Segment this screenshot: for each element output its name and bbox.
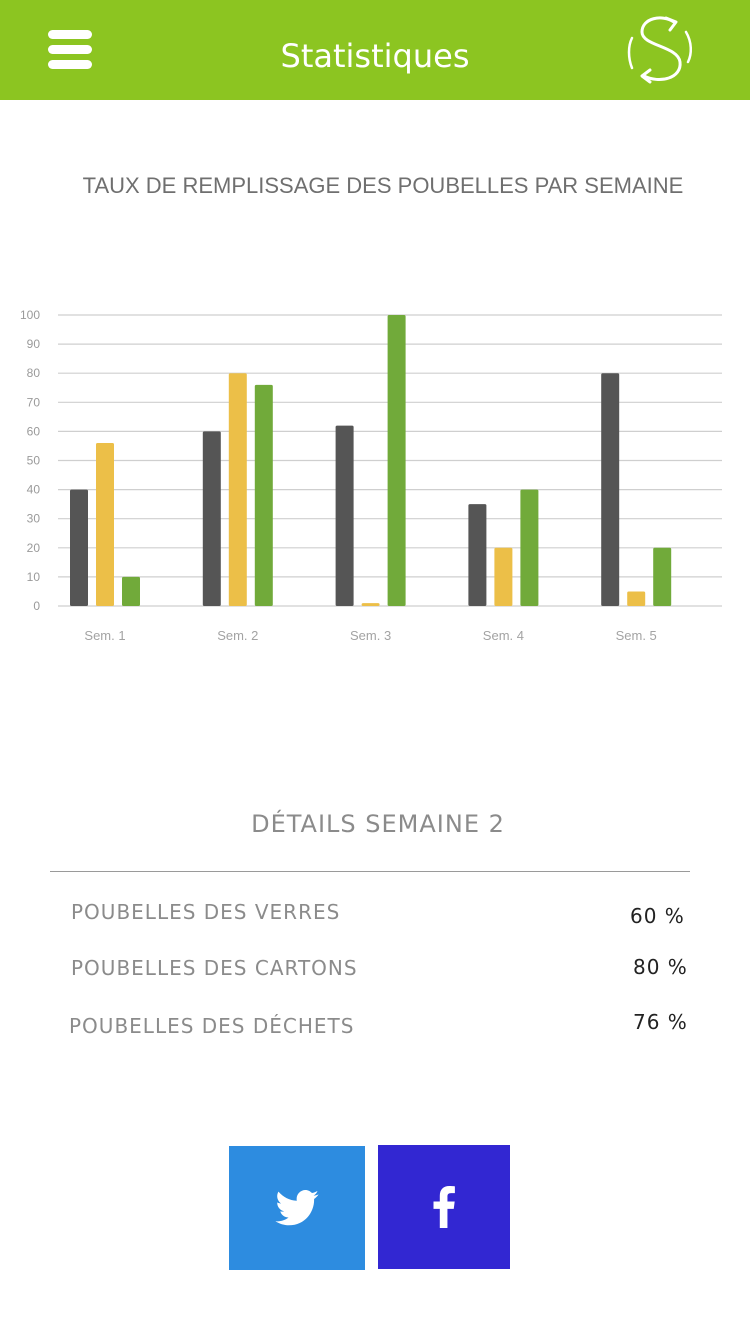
y-tick-label: 50 bbox=[26, 453, 40, 468]
chart-title: TAUX DE REMPLISSAGE DES POUBELLES PAR SEMAINE bbox=[82, 173, 684, 198]
divider bbox=[50, 871, 690, 872]
facebook-icon bbox=[431, 1186, 457, 1228]
bar-sem-1-series-1[interactable] bbox=[70, 490, 88, 606]
y-tick-label: 80 bbox=[26, 366, 40, 381]
x-tick-label: Sem. 3 bbox=[350, 628, 392, 643]
page-title: Statistiques bbox=[280, 37, 470, 75]
bar-sem-5-series-2[interactable] bbox=[627, 591, 645, 606]
facebook-share-button[interactable] bbox=[378, 1145, 510, 1269]
detail-value-dechets: 76 % bbox=[633, 1010, 688, 1034]
y-tick-label: 60 bbox=[26, 424, 40, 439]
detail-label-dechets: POUBELLES DES DÉCHETS bbox=[69, 1014, 355, 1038]
bar-sem-4-series-1[interactable] bbox=[468, 504, 486, 606]
bar-sem-3-series-2[interactable] bbox=[362, 603, 380, 606]
detail-label-cartons: POUBELLES DES CARTONS bbox=[71, 956, 358, 980]
bar-sem-5-series-1[interactable] bbox=[601, 373, 619, 606]
y-tick-label: 30 bbox=[26, 511, 40, 526]
y-tick-label: 0 bbox=[33, 599, 40, 613]
y-tick-label: 10 bbox=[26, 569, 40, 584]
details-title: DÉTAILS SEMAINE 2 bbox=[251, 810, 505, 838]
twitter-icon bbox=[275, 1190, 319, 1226]
y-tick-label: 100 bbox=[19, 308, 40, 322]
bar-sem-3-series-3[interactable] bbox=[388, 315, 406, 606]
bar-sem-1-series-3[interactable] bbox=[122, 577, 140, 606]
bar-chart bbox=[0, 290, 750, 660]
x-tick-label: Sem. 2 bbox=[217, 628, 259, 643]
twitter-share-button[interactable] bbox=[229, 1146, 365, 1270]
app-header bbox=[0, 0, 750, 100]
bar-sem-4-series-2[interactable] bbox=[494, 548, 512, 606]
bar-sem-1-series-2[interactable] bbox=[96, 443, 114, 606]
recycle-s-logo-icon[interactable] bbox=[622, 12, 698, 88]
detail-value-verres: 60 % bbox=[630, 904, 685, 928]
y-tick-label: 70 bbox=[26, 395, 40, 410]
bar-sem-3-series-1[interactable] bbox=[336, 426, 354, 606]
x-tick-label: Sem. 1 bbox=[84, 628, 126, 643]
detail-label-verres: POUBELLES DES VERRES bbox=[71, 900, 341, 924]
bar-sem-4-series-3[interactable] bbox=[520, 490, 538, 606]
bar-sem-2-series-1[interactable] bbox=[203, 431, 221, 606]
y-tick-label: 20 bbox=[26, 540, 40, 555]
bar-sem-5-series-3[interactable] bbox=[653, 548, 671, 606]
bar-sem-2-series-3[interactable] bbox=[255, 385, 273, 606]
bar-sem-2-series-2[interactable] bbox=[229, 373, 247, 606]
detail-value-cartons: 80 % bbox=[633, 955, 688, 979]
y-tick-label: 90 bbox=[26, 337, 40, 352]
x-tick-label: Sem. 4 bbox=[482, 628, 524, 643]
y-tick-label: 40 bbox=[26, 482, 40, 497]
x-tick-label: Sem. 5 bbox=[615, 628, 657, 643]
